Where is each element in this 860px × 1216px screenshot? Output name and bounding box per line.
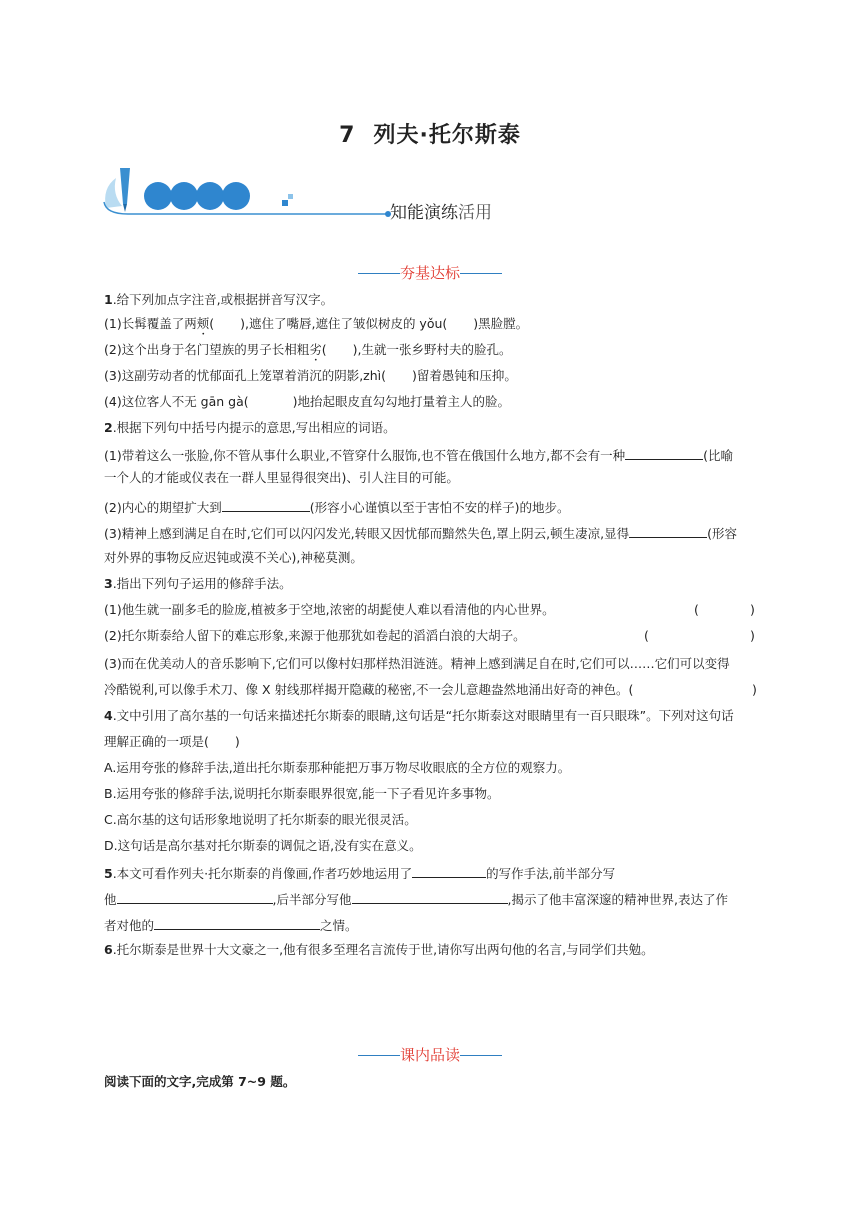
section-bar-right	[460, 273, 502, 274]
question-4-heading-cont: 理解正确的一项是( )	[104, 734, 240, 749]
question-3-item-3: (3)而在优美动人的音乐影响下,它们可以像村妇那样热泪涟涟。精神上感到满足自在时,它们可以……它们可以变得	[104, 656, 730, 671]
option-d[interactable]: D.这句话是高尔基对托尔斯泰的调侃之语,没有实在意义。	[104, 838, 422, 853]
answer-blank[interactable]	[117, 890, 273, 904]
question-1-item-2: (2)这个出身于名门望族的男子长相粗劣( ),生就一张乡野村夫的脸孔。	[104, 342, 512, 357]
answer-blank[interactable]	[625, 446, 703, 460]
question-1-item-1: (1)长髯覆盖了两颊( ),遮住了嘴唇,遮住了皱似树皮的 yǒu( )黑脸膛。	[104, 316, 529, 331]
question-3-heading: 3.指出下列句子运用的修辞手法。	[104, 576, 292, 591]
question-3-item-3-cont: 冷酷锐利,可以像手术刀、像 X 射线那样揭开隐藏的秘密,不一会儿意趣盎然地涌出好奇的神色。(	[104, 682, 634, 697]
question-2-item-1-cont: 一个人的才能或仪表在一群人里显得很突出)、引人注目的可能。	[104, 470, 459, 485]
question-1-heading: 1.给下列加点字注音,或根据拼音写汉字。	[104, 292, 334, 307]
answer-paren-open: (	[644, 628, 649, 643]
question-2-item-2: (2)内心的期望扩大到 (形容小心谨慎以至于害怕不安的样子)的地步。	[104, 500, 570, 515]
question-2-heading: 2.根据下列句中括号内提示的意思,写出相应的词语。	[104, 420, 396, 435]
question-1-item-3: (3)这副劳动者的忧郁面孔上笼罩着消沉的阴影,zhì( )留着愚钝和压抑。	[104, 368, 517, 383]
answer-blank[interactable]	[154, 916, 320, 930]
answer-blank[interactable]	[352, 890, 508, 904]
question-6-heading: 6.托尔斯泰是世界十大文豪之一,他有很多至理名言流传于世,请你写出两句他的名言,与同学们共勉。	[104, 942, 654, 957]
reading-intro: 阅读下面的文字,完成第 7~9 题。	[104, 1074, 296, 1089]
section-header-basic	[0, 262, 860, 283]
question-5-line-3: 者对他的 之情。	[104, 918, 358, 933]
banner-title	[390, 198, 492, 223]
section-title: 夯基达标	[399, 264, 460, 282]
option-c[interactable]: C.高尔基的这句话形象地说明了托尔斯泰的眼光很灵活。	[104, 812, 417, 827]
section-bar-left	[358, 273, 400, 274]
answer-paren-close: )	[750, 602, 755, 617]
option-a[interactable]: A.运用夸张的修辞手法,道出托尔斯泰那种能把万事万物尽收眼底的全方位的观察力。	[104, 760, 571, 775]
lesson-title: 列夫·托尔斯泰	[373, 123, 521, 148]
question-1-item-4: (4)这位客人不无 gān gà( )地抬起眼皮直勾勾地打量着主人的脸。	[104, 394, 511, 409]
question-4-heading: 4.文中引用了高尔基的一句话来描述托尔斯泰的眼睛,这句话是“托尔斯泰这对眼睛里有一百只眼珠”。下列对这句话	[104, 708, 734, 723]
banner-title-light: 活用	[458, 203, 492, 223]
question-3-item-1: (1)他生就一副多毛的脸庞,植被多于空地,浓密的胡髭使人难以看清他的内心世界。	[104, 602, 555, 617]
question-5-heading: 5.本文可看作列夫·托尔斯泰的肖像画,作者巧妙地运用了 的写作手法,前半部分写	[104, 866, 616, 881]
pen-nib-icon	[105, 168, 130, 212]
question-3-item-2: (2)托尔斯泰给人留下的难忘形象,来源于他那犹如卷起的滔滔白浪的大胡子。	[104, 628, 526, 643]
page-title	[0, 118, 860, 149]
question-2-item-3: (3)精神上感到满足自在时,它们可以闪闪发光,转眼又因忧郁而黯然失色,罩上阴云,顿生凄凉,显得 (形容	[104, 526, 737, 541]
question-2-item-3-cont: 对外界的事物反应迟钝或漠不关心),神秘莫测。	[104, 550, 363, 565]
question-5-line-2: 他 ,后半部分写他 ,揭示了他丰富深邃的精神世界,表达了作	[104, 892, 728, 907]
answer-paren-open: (	[694, 602, 699, 617]
answer-paren-close: )	[750, 628, 755, 643]
answer-blank[interactable]	[222, 498, 310, 512]
question-2-item-1: (1)带着这么一张脸,你不管从事什么职业,不管穿什么服饰,也不管在俄国什么地方,都不会有一种 (比喻	[104, 448, 733, 463]
answer-paren-close: )	[752, 682, 757, 697]
answer-blank[interactable]	[412, 864, 486, 878]
option-b[interactable]: B.运用夸张的修辞手法,说明托尔斯泰眼界很宽,能一下子看见许多事物。	[104, 786, 500, 801]
answer-blank[interactable]	[629, 524, 707, 538]
section-title: 课内品读	[399, 1046, 460, 1064]
section-bar-left	[358, 1055, 400, 1056]
section-header-reading	[0, 1044, 860, 1065]
banner-title-bold: 知能演练	[390, 203, 458, 223]
lesson-number: 7	[339, 123, 356, 148]
section-bar-right	[460, 1055, 502, 1056]
